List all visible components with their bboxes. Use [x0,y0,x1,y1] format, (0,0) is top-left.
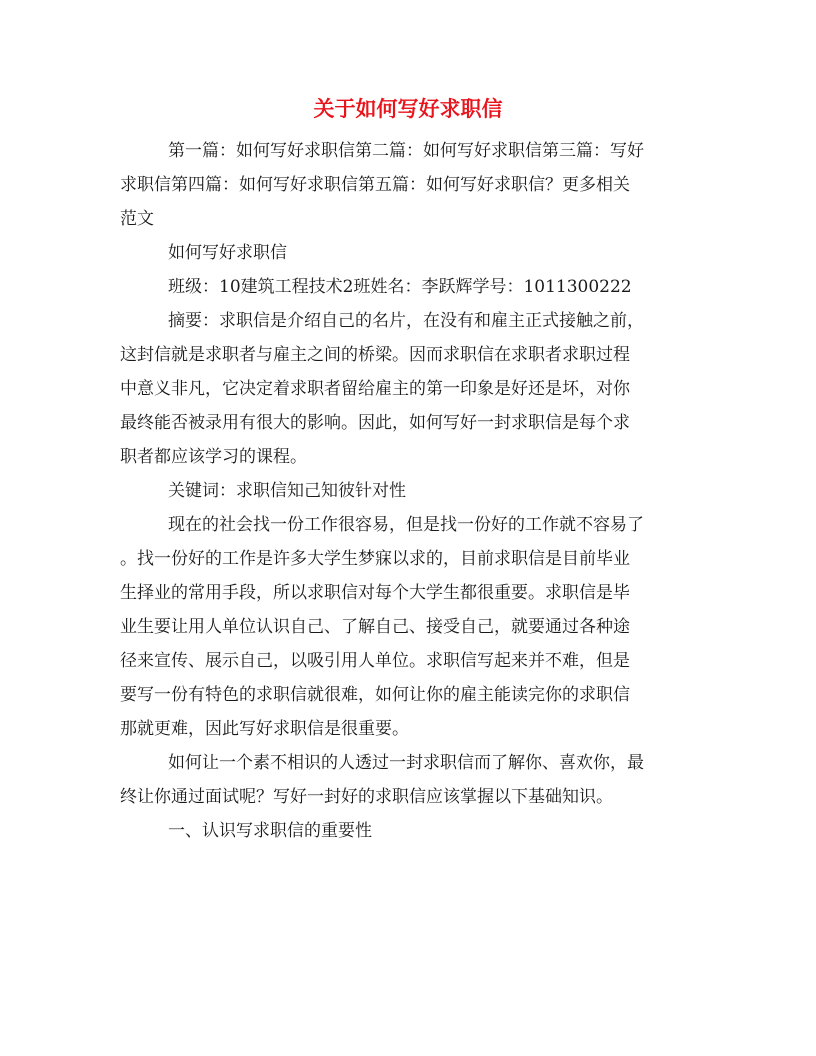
text-line: 最终能否被录用有很大的影响。因此，如何写好一封求职信是每个求 [120,413,630,433]
paragraph-contents-list [120,134,696,236]
text-line: 如何让一个素不相识的人透过一封求职信而了解你、喜欢你，最 [168,753,644,773]
section-heading [120,814,696,848]
text-line: 如何写好求职信 [168,243,287,263]
text-line: 。找一份好的工作是许多大学生梦寐以求的，目前求职信是目前毕业 [120,549,630,569]
paragraph-subtitle [120,236,696,270]
paragraph-abstract [120,304,696,474]
text-line: 关键词：求职信知己知彼针对性 [168,481,406,501]
text-line: 径来宣传、展示自己，以吸引用人单位。求职信写起来并不难，但是 [120,651,630,671]
text-line: 业生要让用人单位认识自己、了解自己、接受自己，就要通过各种途 [120,617,630,637]
text-line: 中意义非凡，它决定着求职者留给雇主的第一印象是好还是坏，对你 [120,379,630,399]
paragraph-question [120,746,696,814]
paragraph-author-info [120,270,696,304]
text-line: 班级：10建筑工程技术2班姓名：李跃辉学号：1011300222 [168,277,632,297]
text-line: 终让你通过面试呢？写好一封好的求职信应该掌握以下基础知识。 [120,787,613,807]
text-line: 这封信就是求职者与雇主之间的桥梁。因而求职信在求职者求职过程 [120,345,630,365]
text-line: 要写一份有特色的求职信就很难，如何让你的雇主能读完你的求职信 [120,685,630,705]
text-line: 求职信第四篇：如何写好求职信第五篇：如何写好求职信？更多相关 [120,175,630,195]
text-line: 第一篇：如何写好求职信第二篇：如何写好求职信第三篇：写好 [168,141,644,161]
text-line: 生择业的常用手段，所以求职信对每个大学生都很重要。求职信是毕 [120,583,630,603]
paragraph-intro [120,508,696,746]
text-line: 摘要：求职信是介绍自己的名片，在没有和雇主正式接触之前， [168,311,644,331]
text-line: 范文 [120,209,154,229]
document-title: 关于如何写好求职信 [313,96,503,121]
document-body [120,134,696,848]
text-line: 一、认识写求职信的重要性 [168,821,372,841]
text-line: 现在的社会找一份工作很容易，但是找一份好的工作就不容易了 [168,515,644,535]
text-line: 那就更难，因此写好求职信是很重要。 [120,719,409,739]
paragraph-keywords [120,474,696,508]
text-line: 职者都应该学习的课程。 [120,447,307,467]
